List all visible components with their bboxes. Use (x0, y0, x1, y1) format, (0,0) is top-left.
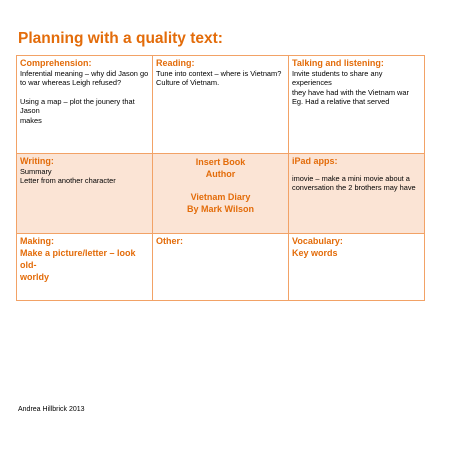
grid-row-1 (17, 56, 425, 154)
reading-heading: Reading: (156, 58, 195, 68)
book-title: Vietnam Diary (190, 192, 251, 202)
talking-listening-heading: Talking and listening: (292, 58, 384, 68)
book-cell (153, 154, 289, 234)
vocabulary-cell (289, 234, 425, 301)
book-author: By Mark Wilson (187, 204, 254, 214)
book-placeholder: Insert Book (195, 157, 246, 167)
making-subheading: Make a picture/letter – look old- worldy (20, 248, 136, 282)
writing-heading: Writing: (20, 156, 54, 166)
making-heading: Making: (20, 236, 55, 246)
other-cell (153, 234, 289, 301)
comprehension-cell (17, 56, 153, 154)
ipad-apps-heading: iPad apps: (292, 156, 338, 166)
making-cell (17, 234, 153, 301)
footer-credit: Andrea Hillbrick 2013 (18, 406, 85, 413)
grid-row-2 (17, 154, 425, 234)
talking-listening-text: Invite students to share any experiences they have had with the Vietnam war Eg. Had a relative that served (292, 69, 409, 107)
reading-cell (153, 56, 289, 154)
talking-listening-cell (289, 56, 425, 154)
planning-grid (16, 55, 425, 301)
comprehension-text-1: Inferential meaning – why did Jason go to war whereas Leigh refused? (20, 69, 149, 88)
grid-row-3 (17, 234, 425, 301)
writing-cell (17, 154, 153, 234)
book-author-placeholder: Author (205, 169, 236, 179)
vocabulary-heading: Vocabulary: (292, 236, 343, 246)
writing-text: Summary Letter from another character (20, 167, 116, 186)
ipad-apps-text: imovie – make a mini movie about a conversation the 2 brothers may have (292, 174, 416, 193)
comprehension-text-2: Using a map – plot the jounery that Jason makes (20, 96, 135, 125)
reading-text: Tune into context – where is Vietnam? Culture of Vietnam. (156, 69, 282, 88)
other-heading: Other: (156, 236, 183, 246)
page-title: Planning with a quality text: (18, 30, 223, 47)
vocabulary-subheading: Key words (292, 248, 338, 258)
comprehension-heading: Comprehension: (20, 58, 92, 68)
ipad-apps-cell (289, 154, 425, 234)
